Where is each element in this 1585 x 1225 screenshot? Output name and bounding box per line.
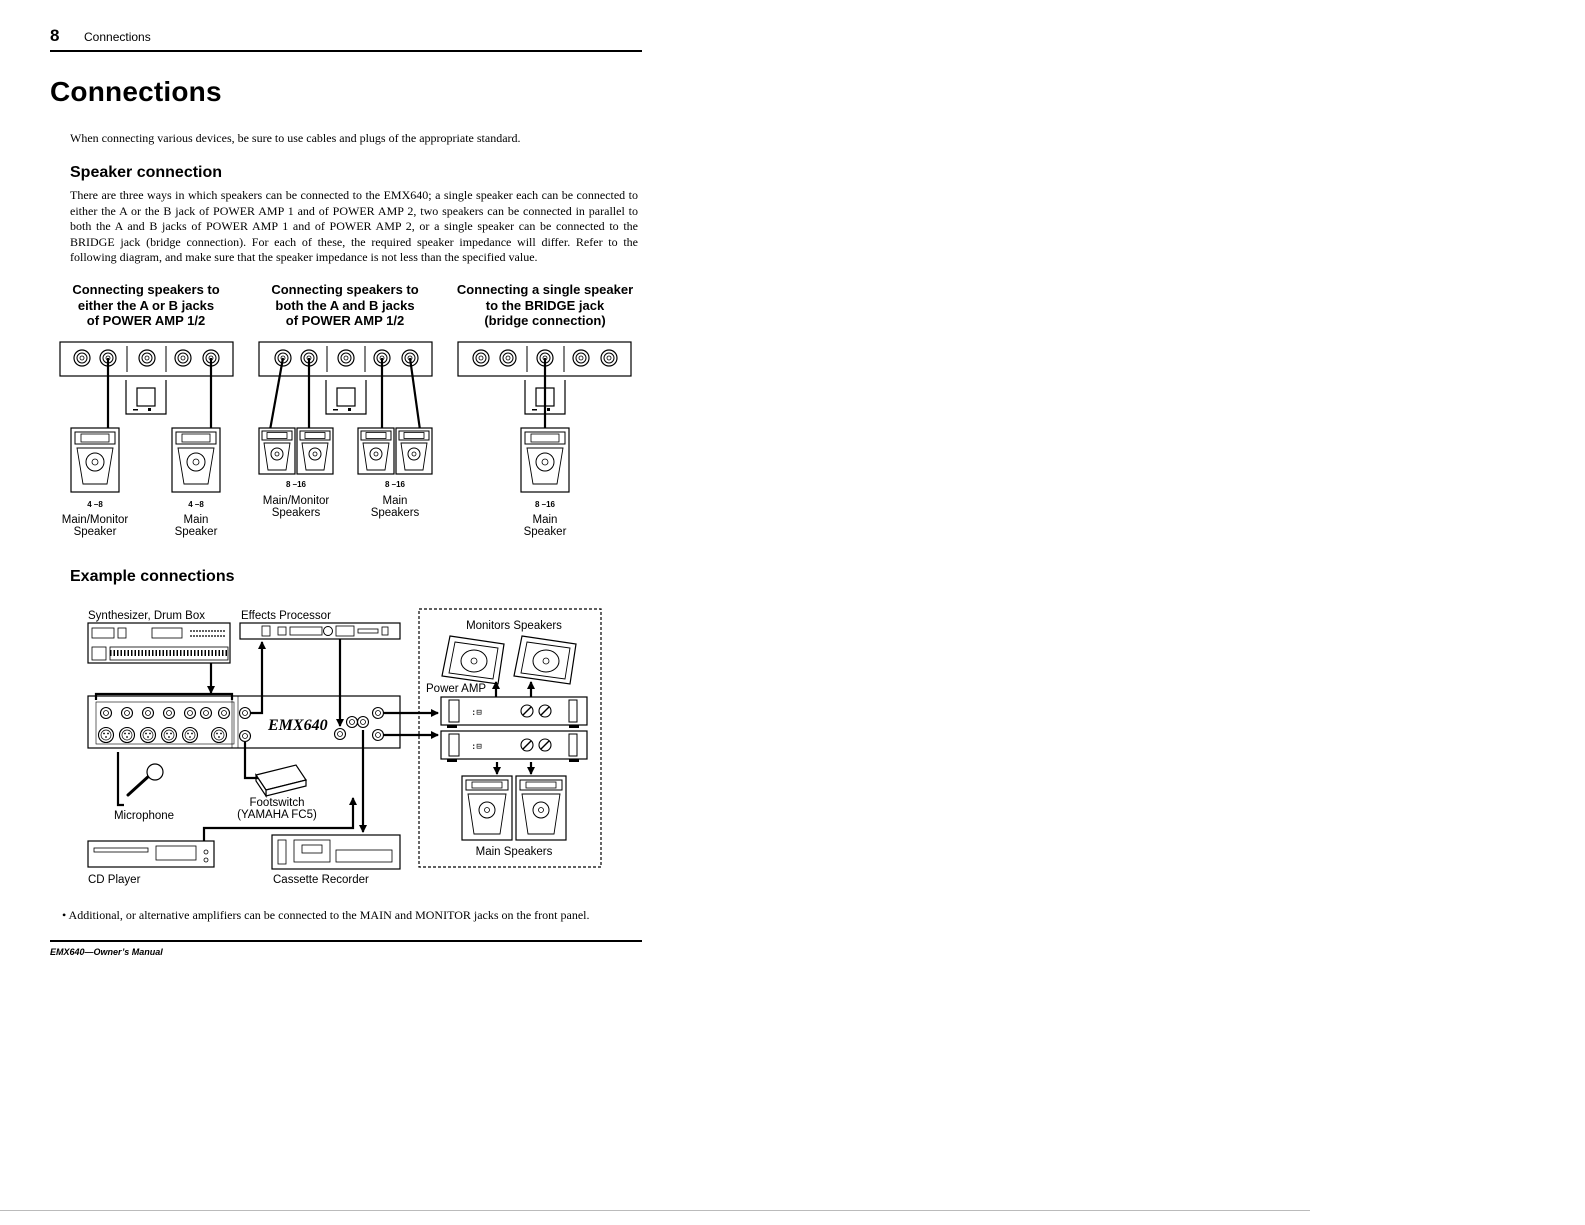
effects-processor-label: Effects Processor	[241, 610, 331, 622]
config-c-panel	[458, 342, 631, 538]
impedance-label: 4 –8	[188, 500, 204, 509]
page-number: 8	[50, 26, 60, 45]
footswitch-label: Footswitch	[249, 797, 305, 809]
impedance-label: 8 –16	[285, 480, 307, 489]
intro-paragraph: When connecting various devices, be sure to use cables and plugs of the appropriate standard.	[70, 131, 521, 145]
main-speakers-label: Main Speakers	[475, 846, 553, 858]
mixer-logo: EMX640	[268, 717, 328, 734]
cassette-recorder-label: Cassette Recorder	[273, 874, 369, 886]
microphone-device	[128, 764, 163, 795]
speaker-label: Speaker	[174, 526, 218, 538]
footswitch-model-label: (YAMAHA FC5)	[237, 809, 317, 821]
impedance-label: 4 –8	[87, 500, 103, 509]
footnote: • Additional, or alternative amplifiers can be connected to the MAIN and MONITOR jacks on the front panel.	[62, 908, 590, 922]
title-line: (bridge connection)	[484, 313, 606, 328]
microphone-label: Microphone	[113, 810, 175, 822]
config-a-title	[46, 282, 246, 329]
title-line: of POWER AMP 1/2	[285, 313, 405, 328]
cassette-recorder-device	[272, 835, 400, 869]
example-connections-diagram: :⊟ EMX640 Synthesizer, Drum Box Effects Processor Monitors Speakers Power AMP Microphone Footswitch (YAMAHA FC5) Main Speakers CD Player Cassette Recorder	[0, 600, 660, 895]
example-connections-heading: Example connections	[70, 568, 235, 585]
running-head: Connections	[84, 30, 151, 44]
title-line: Connecting speakers to	[72, 282, 220, 297]
speaker-label: Main	[532, 514, 558, 526]
speaker-label: Speaker	[73, 526, 117, 538]
synthesizer-label: Synthesizer, Drum Box	[88, 610, 205, 622]
cd-player-label: CD Player	[88, 874, 141, 886]
main-speaker	[516, 776, 566, 840]
synthesizer-device	[88, 623, 230, 663]
speaker-wiring-diagrams	[0, 330, 660, 550]
page-header	[50, 26, 642, 52]
speaker-label: Main	[183, 514, 209, 526]
config-b-panel	[259, 342, 432, 519]
footer-text: EMX640—Owner’s Manual	[50, 947, 163, 957]
title-line: either the A or B jacks	[77, 297, 215, 313]
speaker-label: Main/Monitor	[61, 514, 129, 526]
config-b-title	[245, 282, 445, 329]
config-a-panel	[60, 342, 233, 538]
bottom-divider	[0, 1210, 1310, 1211]
monitor-speaker	[442, 636, 504, 684]
speaker-label: Main	[382, 495, 408, 507]
power-amp-label: Power AMP	[426, 683, 487, 695]
page-title: Connections	[50, 76, 222, 107]
speaker-label: Main/Monitor	[262, 495, 330, 507]
manual-page	[0, 0, 660, 980]
speaker-label: Speakers	[271, 507, 321, 519]
title-line: of POWER AMP 1/2	[86, 313, 206, 328]
power-amp	[441, 731, 587, 762]
monitor-speaker	[514, 636, 576, 684]
power-amp	[441, 697, 587, 728]
title-line: to the BRIDGE jack	[485, 297, 605, 313]
config-c-title	[445, 282, 645, 329]
speaker-connection-heading: Speaker connection	[70, 164, 223, 181]
footswitch-device	[256, 765, 306, 796]
title-line: Connecting a single speaker	[456, 282, 634, 297]
speaker-label: Speakers	[370, 507, 420, 519]
cd-player-device	[88, 841, 214, 867]
impedance-label: 8 –16	[534, 500, 556, 509]
main-speaker	[462, 776, 512, 840]
title-line: both the A and B jacks	[275, 297, 415, 313]
speaker-label: Speaker	[523, 526, 567, 538]
title-line: Connecting speakers to	[271, 282, 419, 297]
page-footer	[50, 940, 642, 957]
speaker-connection-paragraph: There are three ways in which speakers can be connected to the EMX640; a single speaker each can be connected to either the A or the B jack of POWER AMP 1 and of POWER AMP 2, two speakers can be connected in parallel to both the A and B jacks of POWER AMP 1 and of POWER AMP 2, or a single speaker can be connected to the BRIDGE jack (bridge connection). For each of these, the required speaker impedance will differ. Refer to the following diagram, and make sure that the speaker impedance is not less than the specified value.	[70, 188, 638, 264]
impedance-label: 8 –16	[384, 480, 406, 489]
emx640-mixer	[88, 696, 400, 748]
monitors-speakers-label: Monitors Speakers	[466, 620, 562, 632]
effects-processor-device	[240, 623, 400, 639]
